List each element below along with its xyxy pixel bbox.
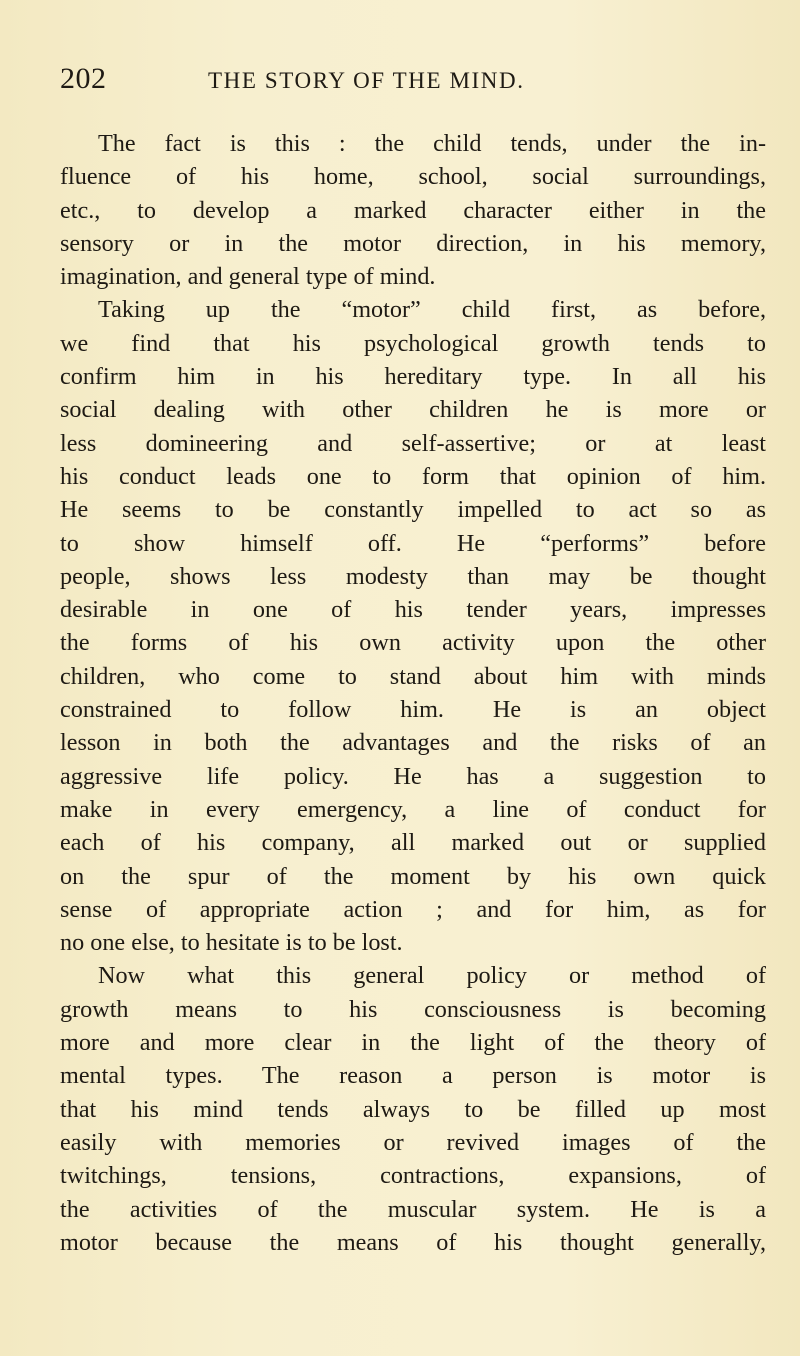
text-line: motor because the means of his thought generally,: [60, 1228, 766, 1256]
text-line: sense of appropriate action ; and for him, as for: [60, 895, 766, 923]
text-line: etc., to develop a marked character either in the: [60, 196, 766, 224]
text-line: on the spur of the moment by his own quick: [60, 862, 766, 890]
text-line: sensory or in the motor direction, in his memory,: [60, 229, 766, 257]
text-line: fluence of his home, school, social surroundings,: [60, 163, 766, 191]
text-line: Taking up the “motor” child first, as before,: [98, 296, 766, 324]
text-line: the forms of his own activity upon the other: [60, 629, 766, 657]
text-line: confirm him in his hereditary type. In all his: [60, 363, 766, 391]
text-line: imagination, and general type of mind.: [60, 263, 436, 291]
text-line: constrained to follow him. He is an object: [60, 696, 766, 724]
text-line: aggressive life policy. He has a suggestion to: [60, 762, 766, 790]
text-line: desirable in one of his tender years, impresses: [60, 596, 766, 624]
text-line: we find that his psychological growth tends to: [60, 329, 766, 357]
page-number: 202: [60, 62, 107, 95]
text-line: people, shows less modesty than may be thought: [60, 562, 766, 590]
text-line: twitchings, tensions, contractions, expansions, of: [60, 1162, 766, 1190]
text-line: Now what this general policy or method of: [98, 962, 766, 990]
text-line: easily with memories or revived images of the: [60, 1128, 766, 1156]
text-line: the activities of the muscular system. He is a: [60, 1195, 766, 1223]
text-line: to show himself off. He “performs” before: [60, 529, 766, 557]
running-title: THE STORY OF THE MIND.: [208, 68, 525, 93]
text-line: his conduct leads one to form that opinion of him.: [60, 462, 766, 490]
text-line: lesson in both the advantages and the risks of an: [60, 729, 766, 757]
text-line: growth means to his consciousness is becoming: [60, 995, 766, 1023]
text-line: The fact is this : the child tends, under the in-: [98, 130, 766, 157]
text-line: less domineering and self-assertive; or at least: [60, 429, 766, 457]
text-line: each of his company, all marked out or supplied: [60, 829, 766, 857]
text-line: more and more clear in the light of the theory of: [60, 1029, 766, 1057]
body-text: [60, 127, 766, 1259]
text-line: no one else, to hesitate is to be lost.: [60, 929, 403, 957]
text-line: social dealing with other children he is more or: [60, 396, 766, 424]
text-line: He seems to be constantly impelled to act so as: [60, 496, 766, 524]
text-line: make in every emergency, a line of conduct for: [60, 795, 766, 823]
running-head: [60, 62, 750, 102]
text-line: children, who come to stand about him with minds: [60, 662, 766, 690]
text-line: that his mind tends always to be filled up most: [60, 1095, 766, 1123]
text-line: mental types. The reason a person is motor is: [60, 1062, 766, 1090]
